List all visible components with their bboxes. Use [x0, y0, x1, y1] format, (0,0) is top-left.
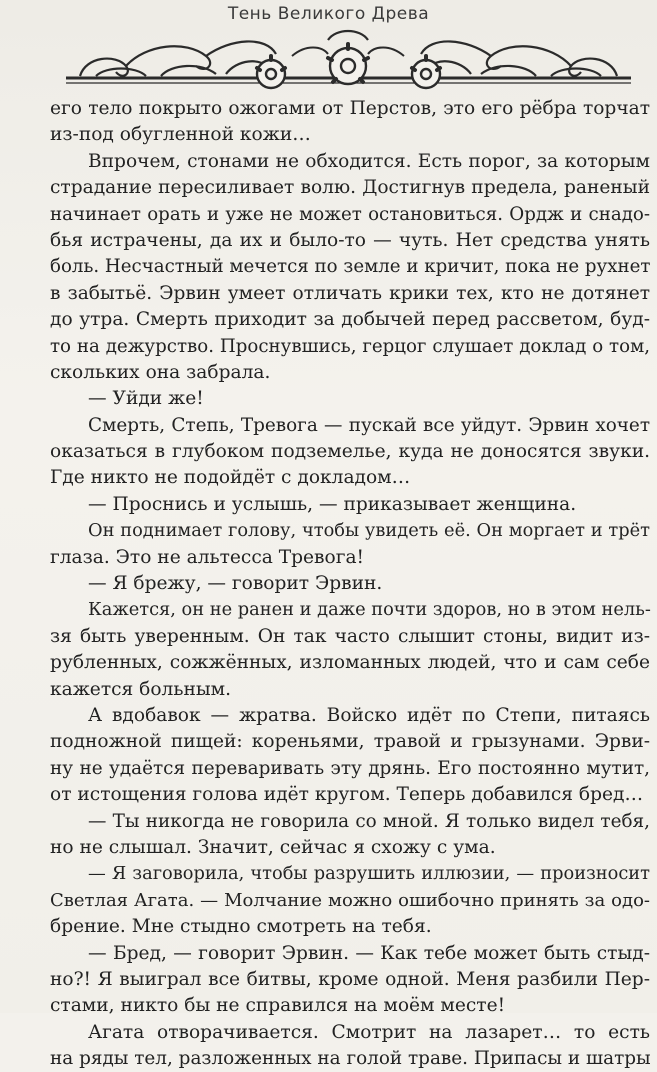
text-line: стами, никто бы не справился на моём месте!: [50, 995, 506, 1017]
text-line: — Бред, — говорит Эрвин. — Как тебе может быть стыд-: [88, 942, 650, 964]
text-line: Светлая Агата. — Молчание можно ошибочно принять за одо-: [50, 889, 650, 911]
running-title: Тень Великого Древа: [227, 4, 430, 24]
text-line: кажется больным.: [50, 678, 232, 700]
text-line: скольких она забрала.: [50, 361, 271, 383]
text-line: но?! Я выиграл все битвы, кроме одной. Меня разбили Пер-: [50, 968, 650, 990]
text-line: брение. Мне стыдно смотреть на тебя.: [50, 916, 432, 938]
text-line: от истощения голова идёт кругом. Теперь добавился бред…: [50, 784, 644, 806]
text-line: начинает орать и уже не может остановиться. Ордж и снадо-: [50, 203, 650, 225]
text-line: до утра. Смерть приходит за добычей перед рассветом, буд-: [50, 309, 650, 331]
text-line: ну не удаётся переваривать эту дрянь. Его постоянно мутит,: [50, 757, 650, 779]
text-line: зя быть уверенным. Он так часто слышит стоны, видит из-: [50, 625, 650, 647]
decorative-ornament-icon: [66, 26, 631, 92]
text-line: Кажется, он не ранен и даже почти здоров, но в этом нель-: [88, 599, 651, 621]
text-line: Он поднимает голову, чтобы увидеть её. Он моргает и трёт: [88, 520, 650, 542]
text-line: — Я брежу, — говорит Эрвин.: [88, 573, 383, 595]
text-line: на ряды тел, разложенных на голой траве. Припасы и шатры: [50, 1048, 651, 1070]
text-line: оказаться в глубоком подземелье, куда не доносятся звуки.: [50, 441, 650, 463]
text-line: Впрочем, стонами не обходится. Есть порог, за которым: [88, 150, 650, 172]
text-line: Смерть, Степь, Тревога — пускай все уйдут. Эрвин хочет: [88, 414, 650, 436]
text-line: А вдобавок — жратва. Войско идёт по Степи, питаясь: [88, 704, 650, 726]
text-line: из-под обугленной кожи…: [50, 124, 311, 146]
text-line: его тело покрыто ожогами от Перстов, это его рёбра торчат: [50, 98, 650, 119]
text-line: — Ты никогда не говорила со мной. Я только видел тебя,: [88, 810, 650, 832]
text-line: страдание пересиливает волю. Достигнув предела, раненый: [50, 177, 650, 199]
text-line: рубленных, сожжённых, изломанных людей, что и сам себе: [50, 652, 650, 674]
text-line: то на дежурство. Проснувшись, герцог слушает доклад о том,: [50, 335, 650, 357]
text-line: глаза. Это не альтесса Тревога!: [50, 546, 365, 568]
chapter-text: [50, 96, 650, 1072]
text-line: в забытьё. Эрвин умеет отличать крики тех, кто не дотянет: [50, 282, 650, 304]
text-line: бья истрачены, да их и было-то — чуть. Нет средства унять: [50, 229, 650, 251]
text-line: подножной пищей: кореньями, травой и грызунами. Эрви-: [50, 731, 650, 753]
text-line: — Я заговорила, чтобы разрушить иллюзии, — произносит: [88, 863, 650, 885]
text-line: Где никто не подойдёт с докладом…: [50, 467, 411, 489]
text-line: но не слышал. Значит, сейчас я схожу с ума.: [50, 836, 496, 858]
text-line: боль. Несчастный мечется по земле и кричит, пока не рухнет: [50, 256, 651, 278]
text-line: Агата отворачивается. Смотрит на лазарет… то есть: [88, 1021, 650, 1043]
text-line: — Проснись и услышь, — приказывает женщина.: [88, 493, 577, 515]
text-line: — Уйди же!: [88, 388, 204, 410]
